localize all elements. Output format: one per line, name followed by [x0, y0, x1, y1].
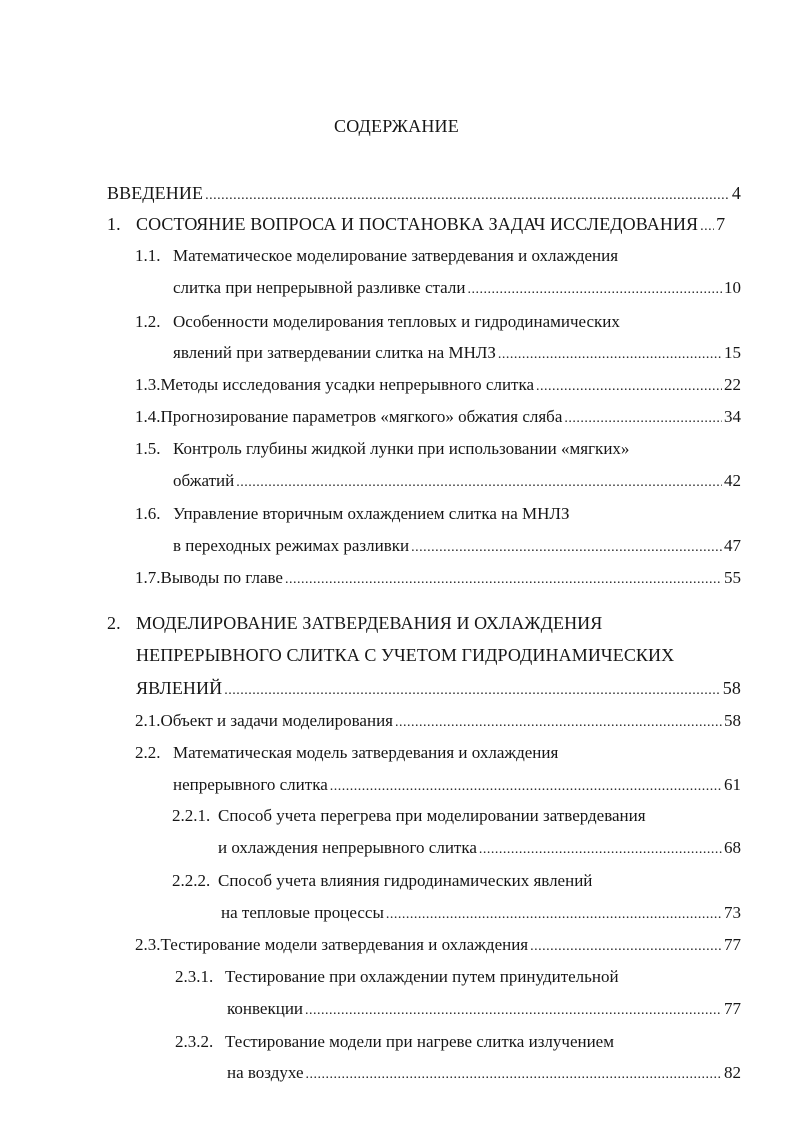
dot-leader [205, 184, 730, 208]
toc-entry-text: Тестирование модели при нагреве слитка излучением [225, 1032, 614, 1051]
toc-entry-number: 1.6. [135, 504, 161, 523]
toc-entry-1-7[interactable] [135, 566, 741, 590]
toc-entry-text-cont: ЯВЛЕНИЙ [136, 678, 223, 698]
dot-leader [411, 536, 722, 560]
dot-leader [530, 935, 722, 959]
toc-entry-number: 2.3.1. [175, 967, 214, 986]
toc-entry-2-3-2-cont[interactable] [227, 1061, 741, 1085]
toc-entry-1-6-cont[interactable] [173, 534, 741, 558]
toc-entry-number: 2.3.2. [175, 1032, 214, 1051]
toc-entry-text-cont: и охлаждения непрерывного слитка [218, 838, 477, 857]
toc-entry-number: 2.2.1. [172, 806, 211, 825]
toc-entry-text-cont: на тепловые процессы [221, 903, 384, 922]
toc-entry-1-5-cont[interactable] [173, 469, 741, 493]
toc-entry-chapter-1[interactable] [107, 212, 741, 236]
toc-entry-number: 1.4. [135, 407, 161, 426]
toc-page-number: 58 [724, 711, 741, 730]
toc-entry-text-cont: непрерывного слитка [173, 775, 328, 794]
toc-entry-2-3-1[interactable] [175, 965, 741, 989]
toc-entry-1-4[interactable] [135, 405, 741, 429]
toc-entry-text: Контроль глубины жидкой лунки при использовании «мягких» [173, 439, 630, 458]
toc-entry-2-2-2[interactable] [172, 869, 741, 893]
page-title: СОДЕРЖАНИЕ [334, 116, 459, 136]
dot-leader [224, 679, 721, 703]
toc-entry-2-2-cont[interactable] [173, 773, 741, 797]
toc-page-number: 58 [722, 678, 741, 698]
toc-entry-text: Способ учета перегрева при моделировании затвердевания [218, 806, 646, 825]
toc-page-number: 82 [724, 1063, 741, 1082]
toc-page-number: 15 [724, 343, 741, 362]
toc-entry-number: 1.2. [135, 312, 161, 331]
toc-entry-text: Методы исследования усадки непрерывного слитка [160, 375, 535, 394]
toc-entry-text: ВВЕДЕНИЕ [107, 183, 204, 203]
toc-entry-2-2-1[interactable] [172, 804, 741, 828]
toc-entry-number: 1.5. [135, 439, 161, 458]
toc-entry-text-cont: явлений при затвердевании слитка на МНЛЗ [173, 343, 496, 362]
dot-leader [386, 903, 722, 927]
dot-leader [700, 215, 714, 239]
toc-entry-2-3[interactable] [135, 933, 741, 957]
toc-entry-text: МОДЕЛИРОВАНИЕ ЗАТВЕРДЕВАНИЯ И ОХЛАЖДЕНИЯ [136, 613, 603, 633]
toc-entry-text-cont: НЕПРЕРЫВНОГО СЛИТКА С УЧЕТОМ ГИДРОДИНАМИЧЕСКИХ [136, 645, 675, 665]
toc-page-number: 77 [724, 935, 741, 954]
toc-entry-text: Выводы по главе [160, 568, 283, 587]
toc-entry-number: 2.1. [135, 711, 161, 730]
dot-leader [305, 999, 722, 1023]
toc-page-number: 22 [724, 375, 741, 394]
toc-entry-1-3[interactable] [135, 373, 741, 397]
toc-entry-chapter-2-cont2[interactable] [136, 676, 741, 700]
toc-entry-number: 1.3. [135, 375, 161, 394]
toc-entry-text: Тестирование модели затвердевания и охлаждения [160, 935, 529, 954]
toc-entry-number: 2. [107, 613, 121, 633]
toc-entry-text-cont: на воздухе [227, 1063, 304, 1082]
toc-entry-number: 1.7. [135, 568, 161, 587]
toc-page-number: 34 [724, 407, 741, 426]
dot-leader [305, 1063, 722, 1087]
toc-entry-1-1-cont[interactable] [173, 276, 741, 300]
toc-entry-text-cont: конвекции [227, 999, 304, 1018]
toc-entry-text: Математическая модель затвердевания и охлаждения [173, 743, 559, 762]
toc-entry-1-2[interactable] [135, 310, 741, 334]
dot-leader [479, 838, 722, 862]
toc-entry-1-2-cont[interactable] [173, 341, 741, 365]
toc-page-number: 68 [724, 838, 741, 857]
toc-entry-chapter-2-cont[interactable] [136, 643, 741, 667]
dot-leader [330, 775, 722, 799]
dot-leader [236, 471, 722, 495]
toc-entry-2-1[interactable] [135, 709, 741, 733]
toc-entry-text-cont: в переходных режимах разливки [173, 536, 410, 555]
toc-entry-number: 2.2.2. [172, 871, 211, 890]
toc-page-number: 10 [724, 278, 741, 297]
toc-page-number: 47 [724, 536, 741, 555]
toc-entry-2-2-1-cont[interactable] [218, 836, 741, 860]
toc-entry-text: Прогнозирование параметров «мягкого» обжатия сляба [160, 407, 563, 426]
dot-leader [395, 711, 722, 735]
toc-page-number: 77 [724, 999, 741, 1018]
toc-entry-2-2[interactable] [135, 741, 741, 765]
toc-entry-text: Способ учета влияния гидродинамических явлений [218, 871, 593, 890]
toc-page-number: 42 [724, 471, 741, 490]
toc-entry-number: 2.2. [135, 743, 161, 762]
toc-page-number: 55 [724, 568, 741, 587]
toc-entry-text: СОСТОЯНИЕ ВОПРОСА И ПОСТАНОВКА ЗАДАЧ ИССЛЕДОВАНИЯ [136, 214, 699, 234]
toc-entry-number: 1.1. [135, 246, 161, 265]
toc-entry-2-3-1-cont[interactable] [227, 997, 741, 1021]
toc-entry-2-2-2-cont[interactable] [221, 901, 741, 925]
toc-page-number: 4 [731, 183, 741, 203]
toc-entry-text-cont: обжатий [173, 471, 235, 490]
toc-entry-introduction[interactable] [107, 181, 741, 205]
dot-leader [498, 343, 722, 367]
toc-entry-number: 1. [107, 214, 121, 234]
toc-page-number: 73 [724, 903, 741, 922]
toc-entry-2-3-2[interactable] [175, 1030, 741, 1054]
dot-leader [536, 375, 722, 399]
toc-entry-text: Математическое моделирование затвердевания и охлаждения [173, 246, 619, 265]
toc-entry-text: Управление вторичным охлаждением слитка на МНЛЗ [173, 504, 570, 523]
toc-entry-1-5[interactable] [135, 437, 741, 461]
toc-entry-1-1[interactable] [135, 244, 741, 268]
toc-page-number: 7 [716, 214, 726, 234]
dot-leader [285, 568, 722, 592]
toc-entry-text-cont: слитка при непрерывной разливке стали [173, 278, 466, 297]
toc-page-number: 61 [724, 775, 741, 794]
toc-entry-number: 2.3. [135, 935, 161, 954]
toc-entry-text: Объект и задачи моделирования [160, 711, 393, 730]
dot-leader [467, 278, 722, 302]
toc-entry-chapter-2[interactable] [107, 611, 741, 635]
toc-entry-text: Особенности моделирования тепловых и гидродинамических [173, 312, 620, 331]
toc-entry-text: Тестирование при охлаждении путем принудительной [225, 967, 619, 986]
dot-leader [564, 407, 722, 431]
toc-entry-1-6[interactable] [135, 502, 741, 526]
